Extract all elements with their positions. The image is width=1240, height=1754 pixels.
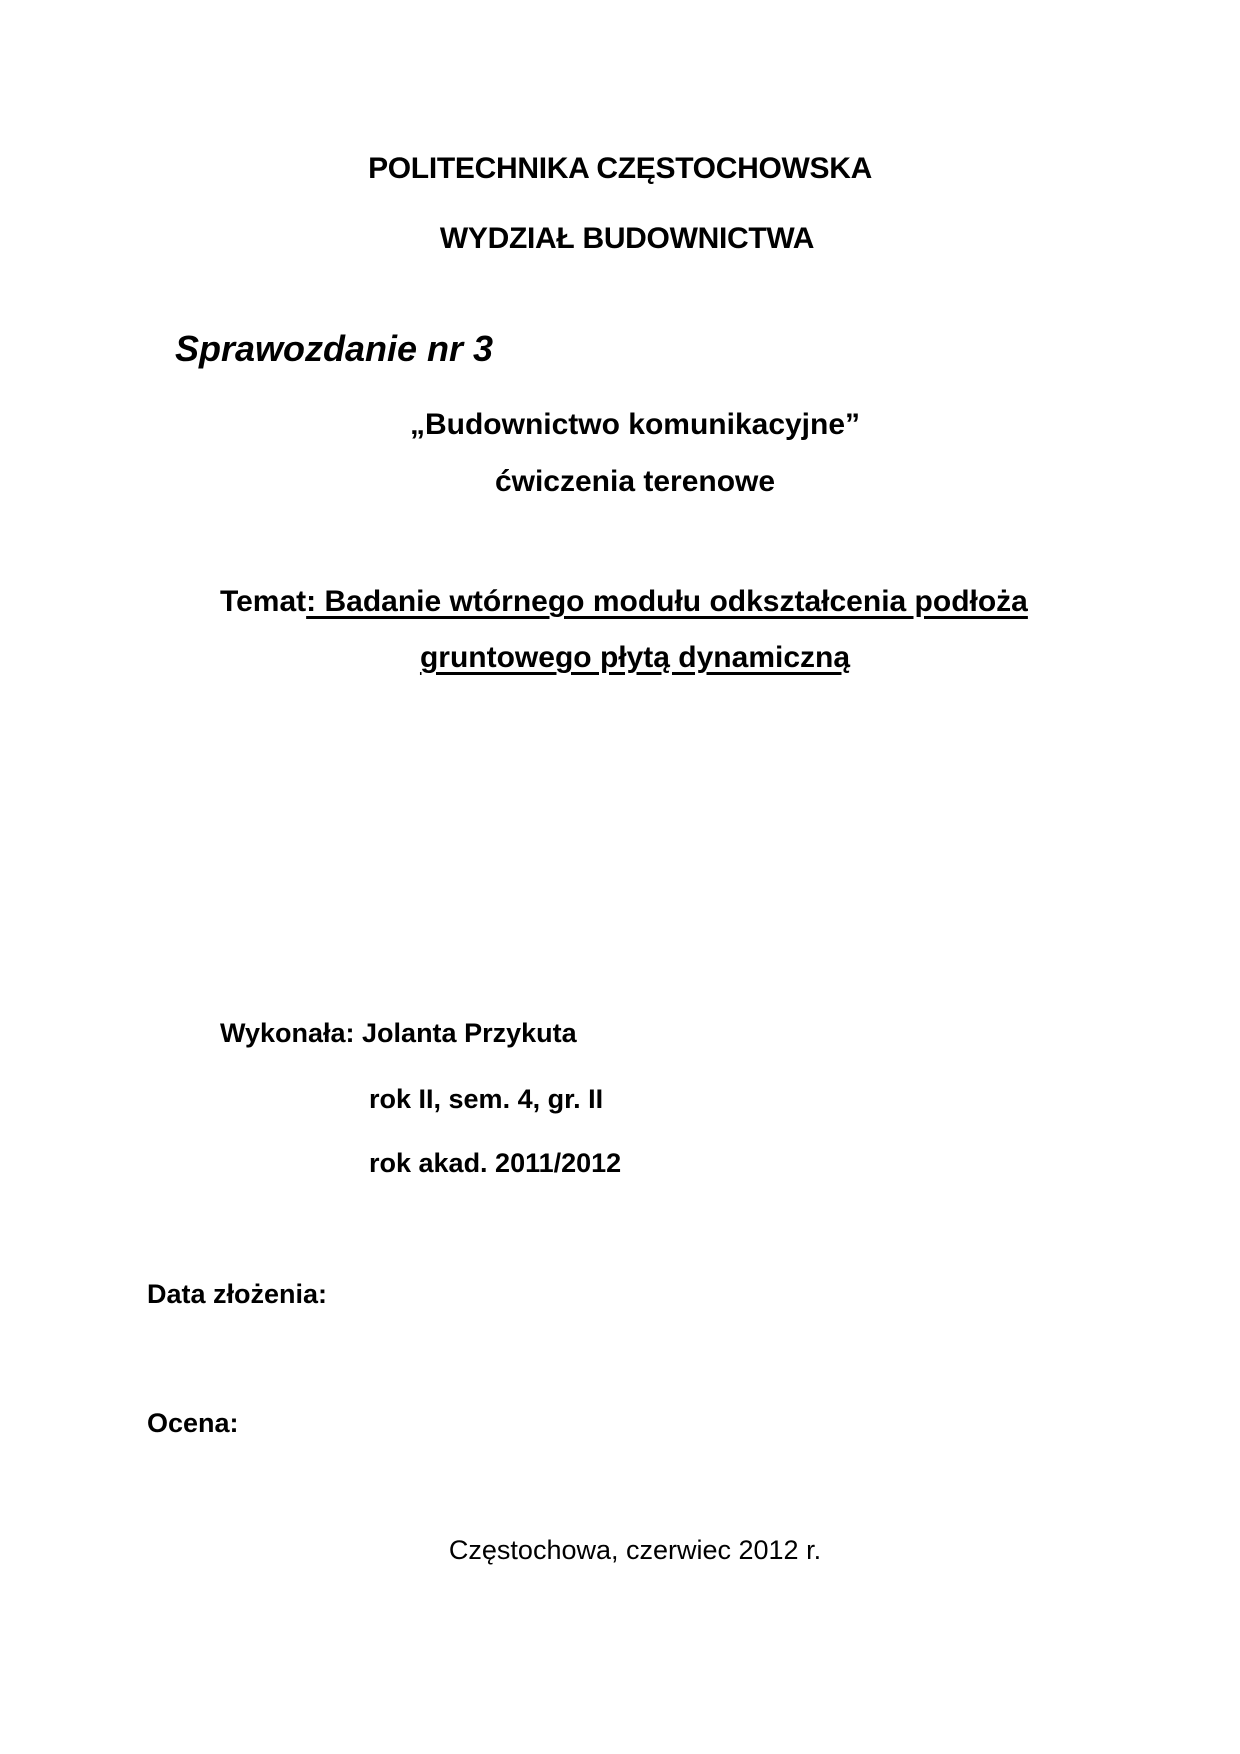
author-line: Wykonała: Jolanta Przykuta — [220, 1018, 577, 1048]
submission-date-label: Data złożenia: — [147, 1279, 328, 1309]
academic-year: rok akad. 2011/2012 — [369, 1148, 622, 1178]
topic-line-2 — [0, 643, 1240, 673]
topic-text-2: gruntowego płytą dynamiczną — [419, 641, 851, 674]
topic-line-1 — [220, 587, 1028, 617]
topic-label: Temat — [220, 585, 307, 618]
place-and-date: Częstochowa, czerwiec 2012 r. — [448, 1535, 822, 1565]
topic-text-1: : Badanie wtórnego modułu odkształcenia podłoża — [306, 585, 1028, 618]
grade-label: Ocena: — [147, 1408, 239, 1438]
course-name: „Budownictwo komunikacyjne” — [409, 408, 861, 441]
university-name: POLITECHNIKA CZĘSTOCHOWSKA — [368, 152, 872, 185]
course-type: ćwiczenia terenowe — [494, 465, 776, 498]
author-group: rok II, sem. 4, gr. II — [369, 1084, 604, 1114]
report-title: Sprawozdanie nr 3 — [175, 328, 494, 369]
faculty-name: WYDZIAŁ BUDOWNICTWA — [439, 222, 815, 255]
